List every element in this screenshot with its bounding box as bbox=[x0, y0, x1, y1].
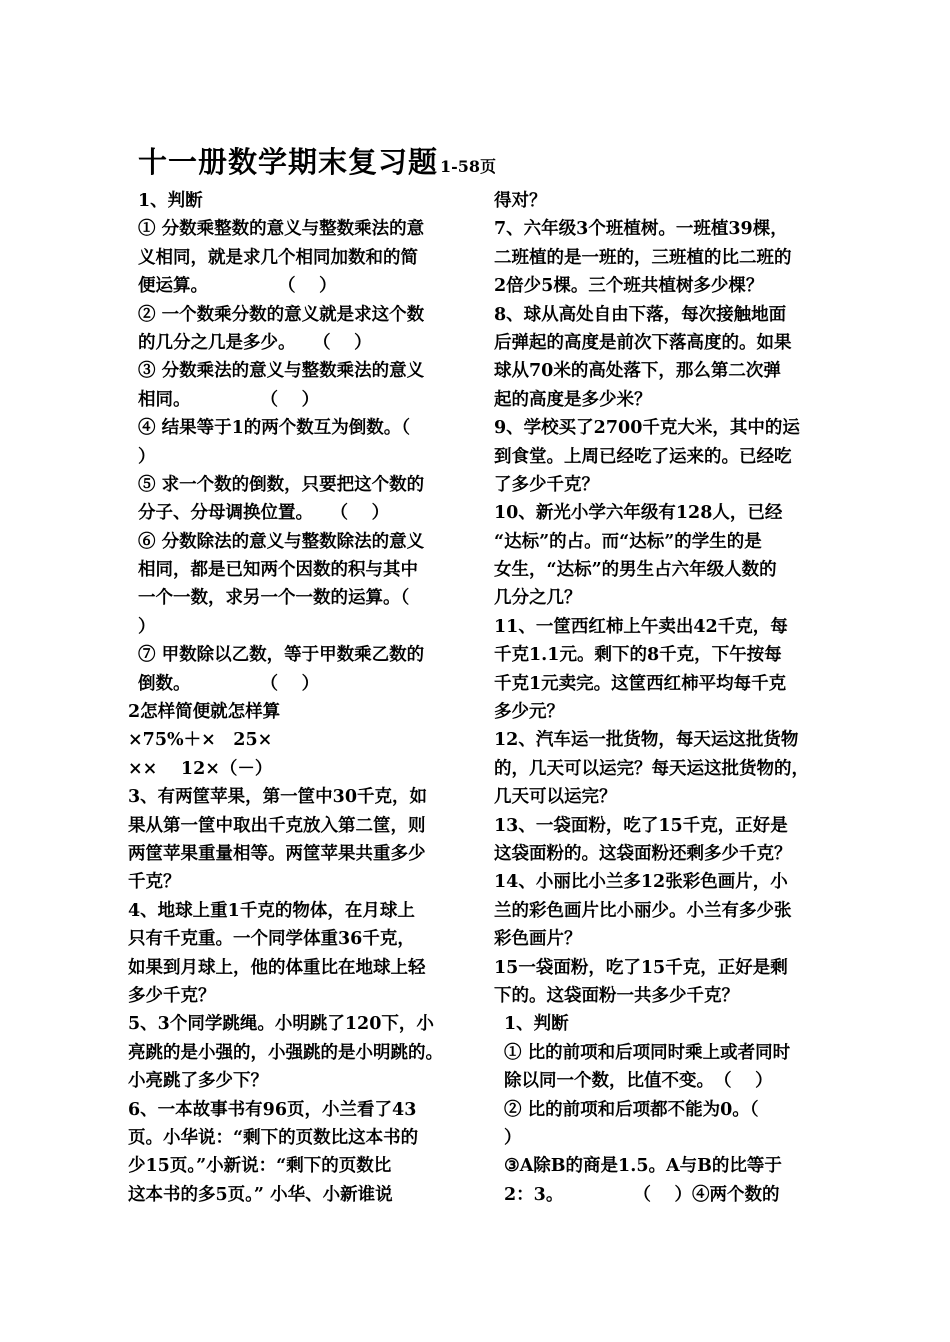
text-line: 义相同，就是求几个相同加数和的简 bbox=[138, 247, 418, 268]
text-line: 下的。这袋面粉一共多少千克？ bbox=[494, 985, 739, 1006]
text-line: 多少元？ bbox=[494, 702, 564, 723]
text-line: “达标”的占。而“达标”的学生的是 bbox=[494, 531, 762, 552]
text-line: 这本书的多5页。” 小华、小新谁说 bbox=[128, 1184, 393, 1205]
text-line: 便运算。 （ ） bbox=[138, 276, 337, 297]
text-line: 后弹起的高度是前次下落高度的。如果 bbox=[494, 332, 792, 353]
text-line: 亮跳的是小强的，小强跳的是小明跳的。 bbox=[128, 1042, 443, 1063]
text-line: ② 比的前项和后项都不能为0。（ bbox=[504, 1099, 759, 1120]
text-line: 几天可以运完？ bbox=[494, 787, 617, 808]
text-line: 少15页。”小新说：“剩下的页数比 bbox=[128, 1156, 392, 1177]
text-line: 只有千克重。一个同学体重36千克， bbox=[128, 929, 415, 950]
text-line: 如果到月球上，他的体重比在地球上轻 bbox=[128, 957, 426, 978]
text-line: 分子、分母调换位置。 （ ） bbox=[138, 503, 390, 524]
text-line: 得对？ bbox=[494, 191, 547, 211]
text-line: ×75%＋× 25× bbox=[128, 730, 273, 751]
left-column bbox=[128, 187, 473, 1209]
text-line: 相同。 （ ） bbox=[138, 389, 320, 410]
page-title bbox=[138, 140, 496, 181]
text-line: 千克1.1元。剩下的8千克，下午按每 bbox=[494, 645, 782, 666]
text-line: 3、有两筐苹果，第一筐中30千克，如 bbox=[128, 787, 428, 808]
text-line: ⑦ 甲数除以乙数，等于甲数乘乙数的 bbox=[138, 645, 425, 666]
text-line: ） bbox=[138, 446, 156, 467]
text-line: 页。小华说：“剩下的页数比这本书的 bbox=[128, 1127, 419, 1148]
text-line: 二班植的是一班的，三班植的比二班的 bbox=[494, 247, 792, 268]
text-line: 4、地球上重1千克的物体，在月球上 bbox=[128, 900, 415, 921]
text-line: 了多少千克？ bbox=[494, 474, 599, 495]
text-line: ） bbox=[504, 1127, 522, 1148]
text-line: 1、判断 bbox=[504, 1014, 569, 1035]
text-line: 14、小丽比小兰多12张彩色画片，小 bbox=[494, 872, 788, 893]
text-line: 10、新光小学六年级有128人，已经 bbox=[494, 503, 783, 524]
text-line: 相同，都是已知两个因数的积与其中 bbox=[138, 560, 418, 581]
text-line: 9、学校买了2700千克大米，其中的运 bbox=[494, 418, 800, 439]
text-line: 果从第一筐中取出千克放入第二筐，则 bbox=[128, 815, 426, 836]
text-line: 除以同一个数，比值不变。 （ ） bbox=[504, 1071, 773, 1092]
right-column bbox=[494, 187, 832, 1209]
text-line: ⑥ 分数除法的意义与整数除法的意义 bbox=[138, 531, 425, 552]
text-line: 8、球从高处自由下落，每次接触地面 bbox=[494, 304, 787, 325]
text-line: 5、3个同学跳绳。小明跳了120下，小 bbox=[128, 1014, 434, 1035]
title-page-range: 1-58页 bbox=[440, 157, 497, 176]
text-line: 的几分之几是多少。 （ ） bbox=[138, 332, 372, 353]
text-line: 2倍少5棵。三个班共植树多少棵？ bbox=[494, 276, 764, 297]
text-line: 千克？ bbox=[128, 872, 181, 893]
text-line: 两筐苹果重量相等。两筐苹果共重多少 bbox=[128, 843, 426, 864]
text-line: 15一袋面粉，吃了15千克，正好是剩 bbox=[494, 957, 788, 978]
text-line: 的，几天可以运完？每天运这批货物的， bbox=[494, 758, 809, 779]
text-line: 倒数。 （ ） bbox=[138, 673, 320, 694]
text-line: 2怎样简便就怎样算 bbox=[128, 702, 281, 723]
text-line: 13、一袋面粉，吃了15千克，正好是 bbox=[494, 815, 788, 836]
text-line: 多少千克？ bbox=[128, 985, 216, 1006]
text-line: 2：3。 （ ）④两个数的 bbox=[504, 1184, 780, 1205]
text-line: 兰的彩色画片比小丽少。小兰有多少张 bbox=[494, 900, 792, 921]
title-text: 十一册数学期末复习题 bbox=[138, 145, 439, 179]
text-line: 这袋面粉的。这袋面粉还剩多少千克？ bbox=[494, 843, 792, 864]
text-line: 千克1元卖完。这筐西红柿平均每千克 bbox=[494, 673, 787, 694]
text-line: ③ 分数乘法的意义与整数乘法的意义 bbox=[138, 361, 425, 382]
text-line: 起的高度是多少米？ bbox=[494, 389, 652, 410]
text-line: 12、汽车运一批货物，每天运这批货物 bbox=[494, 730, 799, 751]
text-line: ④ 结果等于1的两个数互为倒数。（ bbox=[138, 418, 411, 439]
text-line: 到食堂。上周已经吃了运来的。已经吃 bbox=[494, 446, 792, 467]
text-line: 几分之几？ bbox=[494, 588, 582, 609]
text-line: ） bbox=[138, 616, 156, 637]
text-line: ×× 12×（－） bbox=[128, 758, 273, 779]
text-line: 7、六年级3个班植树。一班植39棵， bbox=[494, 219, 788, 240]
text-line: 球从70米的高处落下，那么第二次弹 bbox=[494, 361, 781, 382]
text-line: ③A除B的商是1.5。A与B的比等于 bbox=[504, 1156, 782, 1177]
text-line: ② 一个数乘分数的意义就是求这个数 bbox=[138, 304, 425, 325]
text-line: 11、一筐西红柿上午卖出42千克，每 bbox=[494, 616, 788, 637]
text-line: ① 比的前项和后项同时乘上或者同时 bbox=[504, 1042, 791, 1063]
text-line: ⑤ 求一个数的倒数，只要把这个数的 bbox=[138, 474, 425, 495]
text-line: 6、一本故事书有96页，小兰看了43 bbox=[128, 1099, 417, 1120]
text-line: 1、判断 bbox=[138, 191, 203, 211]
text-line: 一个一数，求另一个一数的运算。（ bbox=[138, 588, 410, 609]
text-line: 女生，“达标”的男生占六年级人数的 bbox=[494, 560, 777, 581]
text-line: ① 分数乘整数的意义与整数乘法的意 bbox=[138, 219, 425, 240]
text-line: 小亮跳了多少下？ bbox=[128, 1071, 268, 1092]
text-line: 彩色画片？ bbox=[494, 929, 582, 950]
